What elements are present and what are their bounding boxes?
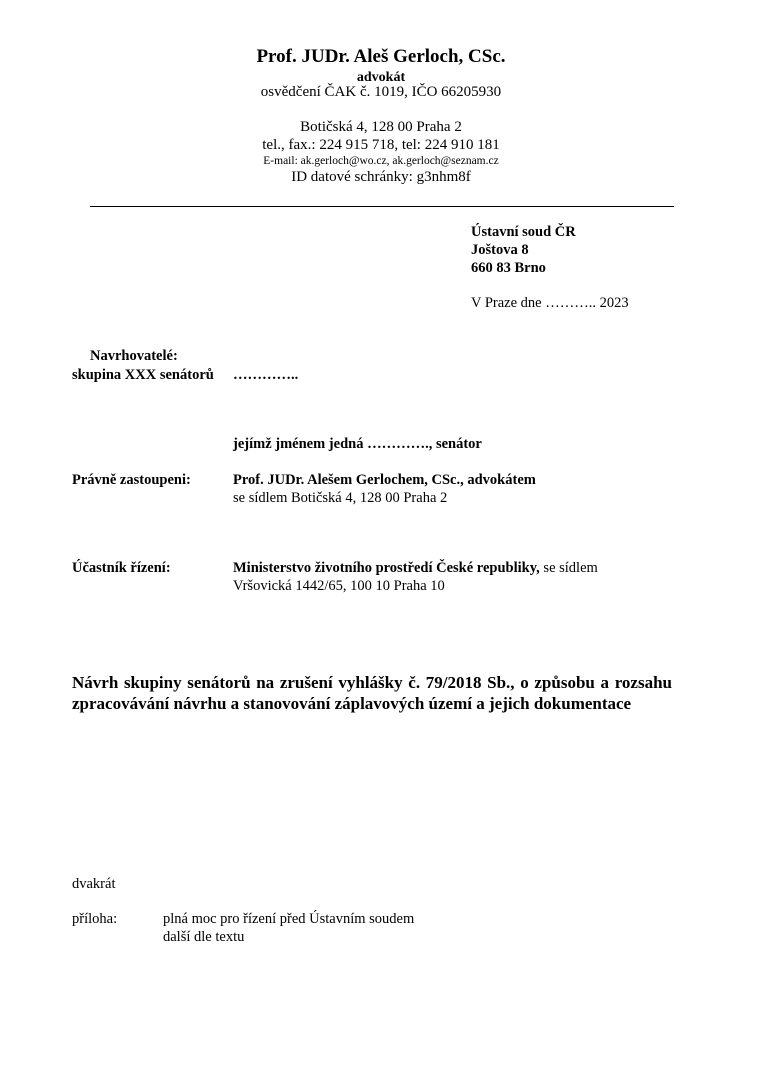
email-line: E-mail: ak.gerloch@wo.cz, ak.gerloch@seznam.cz — [263, 155, 499, 167]
recipient-line-3: 660 83 Brno — [471, 260, 546, 276]
participant-seat-prefix: se sídlem — [539, 560, 598, 576]
header-divider — [90, 206, 674, 207]
participant-name: Ministerstvo životního prostředí České republiky, — [233, 560, 540, 576]
document-title: Návrh skupiny senátorů na zrušení vyhlášky č. 79/2018 Sb., o způsobu a rozsahu zpracovávání návrhu a stanovování záplavových území a jejich dokumentace — [72, 673, 672, 713]
participant-line — [233, 560, 598, 577]
phone-line: tel., fax.: 224 915 718, tel: 224 910 181 — [262, 137, 500, 153]
lawyer-name: Prof. JUDr. Aleš Gerloch, CSc. — [256, 46, 506, 67]
representative-name: Prof. JUDr. Alešem Gerlochem, CSc., advokátem — [233, 472, 536, 488]
attachment-item: plná moc pro řízení před Ústavním soudem — [163, 911, 415, 927]
attachment-item: další dle textu — [163, 929, 245, 945]
participant-address: Vršovická 1442/65, 100 10 Praha 10 — [233, 578, 445, 594]
petitioners-value: ………….. — [233, 367, 299, 383]
lawyer-role: advokát — [356, 70, 406, 85]
representative-seat: se sídlem Botičská 4, 128 00 Praha 2 — [233, 490, 448, 506]
petitioners-group: skupina XXX senátorů — [72, 367, 214, 383]
recipient-line-1: Ústavní soud ČR — [471, 224, 576, 240]
participant-label: Účastník řízení: — [72, 560, 171, 576]
databox-id: ID datové schránky: g3nhm8f — [291, 169, 471, 185]
license-line: osvědčení ČAK č. 1019, IČO 66205930 — [260, 84, 502, 100]
office-address: Botičská 4, 128 00 Praha 2 — [300, 119, 462, 135]
on-behalf-line: jejímž jménem jedná …………., senátor — [233, 436, 482, 452]
date-line: V Praze dne ……….. 2023 — [471, 295, 629, 311]
copies-note: dvakrát — [72, 876, 116, 892]
recipient-line-2: Joštova 8 — [471, 242, 529, 258]
attachments-label: příloha: — [72, 911, 118, 927]
representation-label: Právně zastoupeni: — [72, 472, 191, 488]
petitioners-label: Navrhovatelé: — [90, 348, 178, 364]
